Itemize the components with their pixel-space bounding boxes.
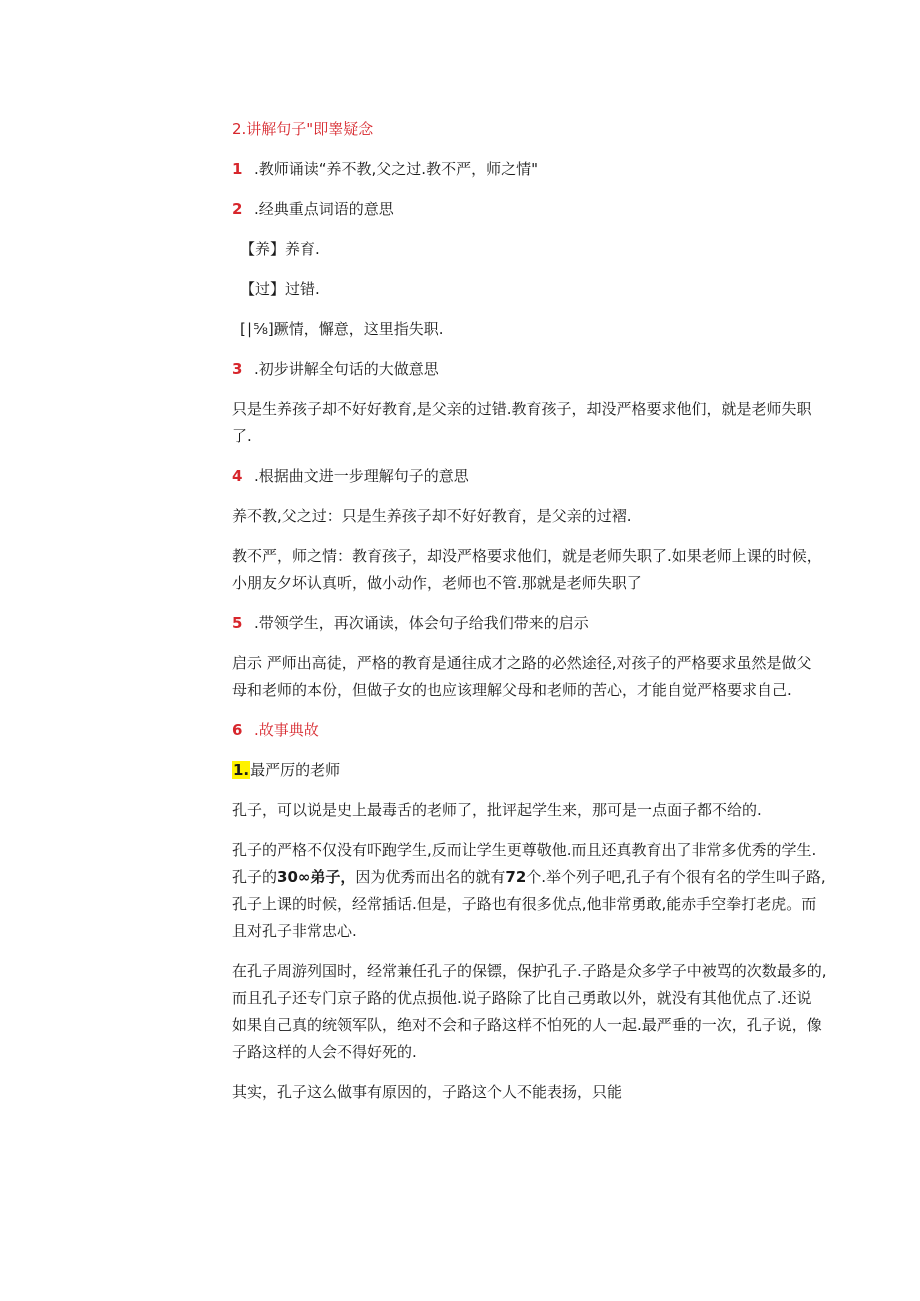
story-number-highlight: 1. (233, 761, 250, 779)
step-4 (232, 463, 844, 490)
step-text: .故事典故 (254, 721, 319, 739)
term-guo: 【过】过错. (240, 280, 320, 298)
text-run: 个.举个列子吧,孔子有个很有名的学生叫子路, (526, 868, 826, 886)
text-run-bold: 30∞弟子， (277, 868, 356, 886)
story-title-text: 最严厉的老师 (250, 761, 341, 779)
body-line: 在孔子周游列国时，经常兼任孔子的保镖，保护孔子.子路是众多学子中被骂的次数最多的, (232, 962, 827, 980)
step-number: 6 (232, 721, 243, 739)
section-title: 2.讲解句子"即睾疑念 (232, 120, 374, 138)
term-yang: 【养】养育. (240, 240, 320, 258)
step-number: 4 (232, 467, 243, 485)
body-line: 启示 严师出高徒，严格的教育是通往成才之路的必然途径,对孩子的严格要求虽然是做父 (232, 654, 812, 672)
body-line: 子路这样的人会不得好死的. (232, 1043, 417, 1061)
step-5 (232, 610, 844, 637)
body-line: 而且孔子还专门京子路的优点损他.说子路除了比自己勇敢以外，就没有其他优点了.还说 (232, 989, 812, 1007)
step-2 (232, 196, 844, 223)
step-text: .根据曲文进一步理解句子的意思 (254, 467, 469, 485)
step-number: 3 (232, 360, 243, 378)
step-number: 2 (232, 200, 243, 218)
body-line: 养不教,父之过：只是生养孩子却不好好教育，是父亲的过褶. (232, 507, 632, 525)
text-run: 因为优秀而出名的就有 (355, 868, 506, 886)
step-text: .经典重点词语的意思 (254, 200, 394, 218)
step-6 (232, 717, 844, 744)
body-line: 小朋友夕坏认真听，做小动作，老师也不管.那就是老师失职了 (232, 574, 642, 592)
step-text: .带领学生，再次诵读，体会句子给我们带来的启示 (254, 614, 589, 632)
body-line: 了. (232, 427, 252, 445)
step-number: 5 (232, 614, 243, 632)
body-line (232, 864, 844, 891)
story-paragraph-4: 其实，孔子这么做事有原因的，子路这个人不能表扬，只能 (232, 1083, 623, 1101)
body-line: 母和老师的本份，但做子女的也应该理解父母和老师的苦心，才能自觉严格要求自己. (232, 681, 792, 699)
body-line: 只是生养孩子却不好好教育,是父亲的过错.教育孩子，却没严格要求他们，就是老师失职 (232, 400, 812, 418)
step-3 (232, 356, 844, 383)
text-run-bold: 72 (505, 868, 527, 886)
story-paragraph-1: 孔子，可以说是史上最毒舌的老师了，批评起学生来，那可是一点面子都不给的. (232, 801, 762, 819)
document-body (232, 116, 844, 1106)
story-title (232, 757, 844, 784)
term-duo: [∣⅝]蹶情，懈意，这里指失职. (240, 320, 444, 338)
body-line: 孔子上课的时候，经常插话.但是，子路也有很多优点,他非常勇敢,能赤手空拳打老虎。而 (232, 895, 817, 913)
step-number: 1 (232, 160, 243, 178)
text-run: 孔子的 (232, 868, 278, 886)
body-line: 如果自己真的统领军队，绝对不会和子路这样不怕死的人一起.最严垂的一次，孔子说，像 (232, 1016, 822, 1034)
step-text: .初步讲解全句话的大做意思 (254, 360, 439, 378)
body-line: 且对孔子非常忠心. (232, 922, 357, 940)
step-1 (232, 156, 844, 183)
body-line: 孔子的严格不仅没有吓跑学生,反而让学生更尊敬他.而且还真教育出了非常多优秀的学生. (232, 841, 817, 859)
body-line: 教不严，师之情：教育孩子，却没严格要求他们，就是老师失职了.如果老师上课的时候， (232, 547, 822, 565)
step-text: .教师诵读“养不教,父之过.教不严，师之情" (254, 160, 538, 178)
